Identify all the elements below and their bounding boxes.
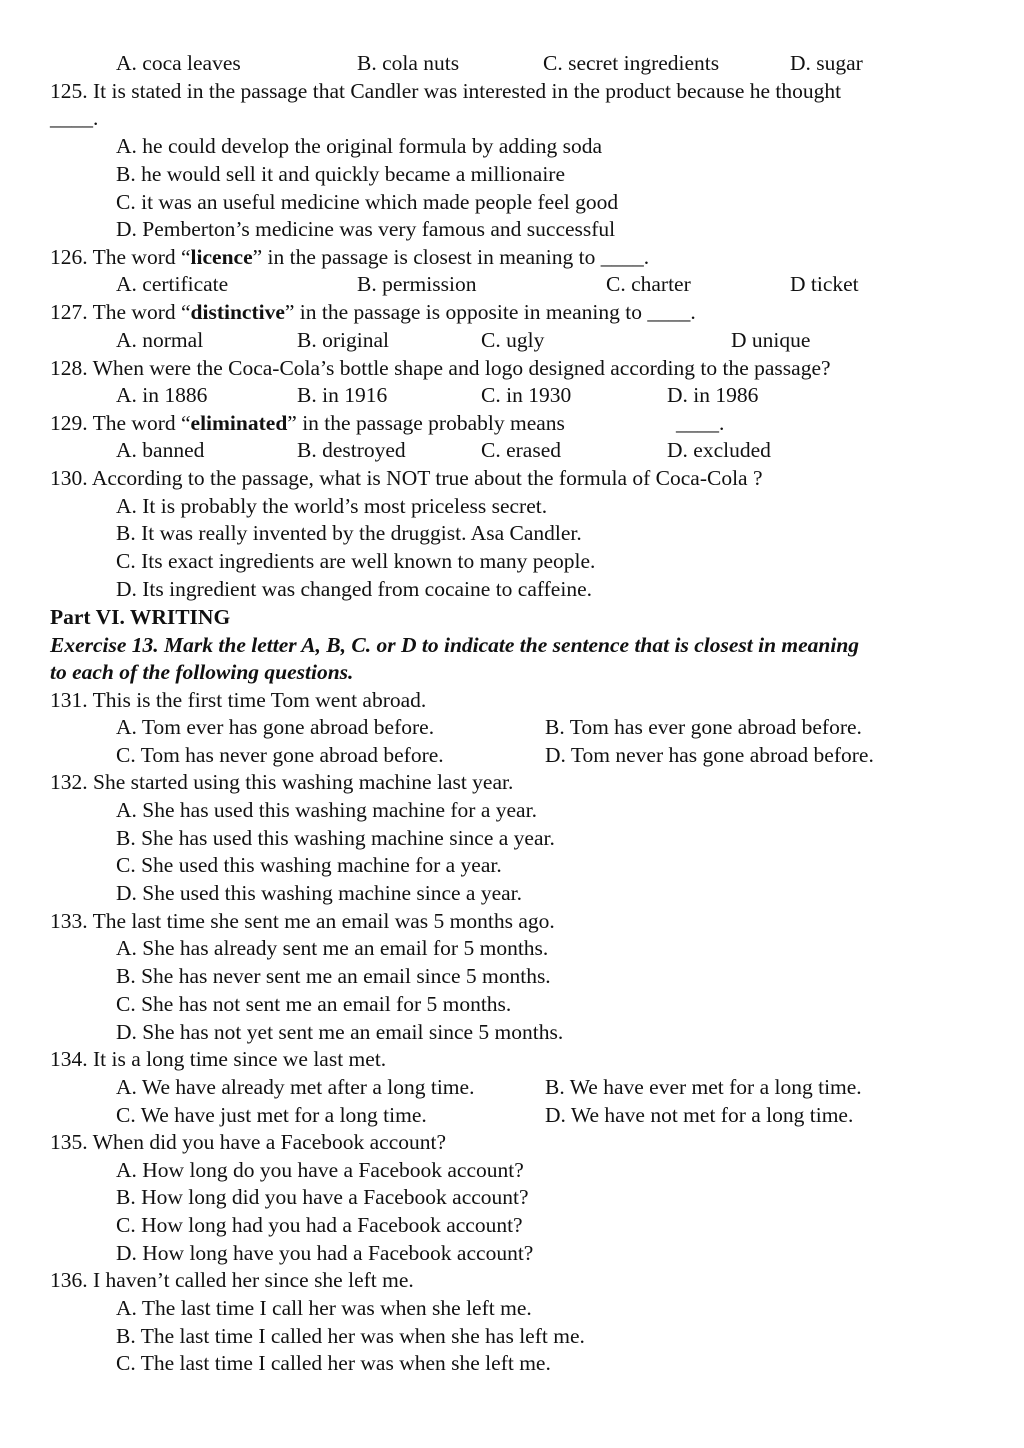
q136-option-c — [0, 1349, 1024, 1377]
q129-option-a: A. banned — [116, 438, 205, 462]
question-text: 134. It is a long time since we last met. — [50, 1047, 387, 1071]
option-text: B. She has used this washing machine since a year. — [116, 826, 555, 850]
stem-pre: 127. The word “ — [50, 300, 191, 324]
q133-option-a — [0, 934, 1024, 962]
q134-option-d: D. We have not met for a long time. — [545, 1103, 854, 1127]
option-text: A. She has already sent me an email for 5 months. — [116, 936, 549, 960]
q133-stem — [0, 907, 1024, 935]
q127-option-a: A. normal — [116, 328, 204, 352]
option-text: A. he could develop the original formula by adding soda — [116, 134, 603, 158]
q124-option-a: A. coca leaves — [116, 51, 241, 75]
q130-stem — [0, 464, 1024, 492]
q131-options-cd — [0, 741, 1024, 769]
answer-blank: ____. — [50, 106, 99, 130]
q127-option-c: C. ugly — [481, 328, 545, 352]
q126-option-a: A. certificate — [116, 272, 229, 296]
option-text: D. Pemberton’s medicine was very famous and successful — [116, 217, 616, 241]
option-text: B. It was really invented by the druggist. Asa Candler. — [116, 521, 582, 545]
q126-option-c: C. charter — [606, 272, 691, 296]
q134-options-cd — [0, 1101, 1024, 1129]
q125-option-a — [0, 132, 1024, 160]
q134-option-c: C. We have just met for a long time. — [116, 1103, 427, 1127]
key-word: licence — [190, 245, 253, 269]
exercise-instruction-2 — [0, 658, 1024, 686]
instruction-text: to each of the following questions. — [50, 660, 354, 684]
q127-option-b: B. original — [297, 328, 389, 352]
option-text: C. The last time I called her was when she left me. — [116, 1351, 551, 1375]
q129-option-b: B. destroyed — [297, 438, 406, 462]
option-text: B. The last time I called her was when she has left me. — [116, 1324, 585, 1348]
q125-blank-line — [0, 104, 1024, 132]
q133-option-b — [0, 962, 1024, 990]
q126-option-b: B. permission — [357, 272, 477, 296]
stem-post: ” in the passage is opposite in meaning to ____. — [284, 300, 696, 324]
q129-stem — [0, 409, 1024, 437]
q128-stem — [0, 354, 1024, 382]
q128-option-c: C. in 1930 — [481, 383, 572, 407]
stem-post: ” in the passage is closest in meaning to ____. — [252, 245, 650, 269]
q135-stem — [0, 1128, 1024, 1156]
option-text: A. The last time I call her was when she left me. — [116, 1296, 532, 1320]
q135-option-a — [0, 1156, 1024, 1184]
q127-stem — [0, 298, 1024, 326]
option-text: C. How long had you had a Facebook account? — [116, 1213, 523, 1237]
option-text: C. She has not sent me an email for 5 months. — [116, 992, 512, 1016]
q124-option-b: B. cola nuts — [357, 51, 460, 75]
q128-option-a: A. in 1886 — [116, 383, 208, 407]
stem-pre: 129. The word “ — [50, 411, 191, 435]
key-word: eliminated — [190, 411, 288, 435]
q136-stem — [0, 1266, 1024, 1294]
q128-options — [0, 381, 1024, 409]
question-text: 128. When were the Coca-Cola’s bottle shape and logo designed according to the passage? — [50, 356, 831, 380]
q125-option-c — [0, 188, 1024, 216]
question-text — [50, 409, 565, 437]
q135-option-c — [0, 1211, 1024, 1239]
option-text: C. She used this washing machine for a year. — [116, 853, 502, 877]
section-heading: Part VI. WRITING — [50, 605, 231, 629]
question-text: 125. It is stated in the passage that Candler was interested in the product because he thought — [50, 79, 842, 103]
q136-option-b — [0, 1322, 1024, 1350]
q131-option-c: C. Tom has never gone abroad before. — [116, 743, 444, 767]
answer-blank: ____. — [676, 411, 725, 435]
q127-options — [0, 326, 1024, 354]
question-text: 135. When did you have a Facebook account? — [50, 1130, 447, 1154]
option-text: A. How long do you have a Facebook account? — [116, 1158, 524, 1182]
option-text: D. Its ingredient was changed from cocaine to caffeine. — [116, 577, 592, 601]
q129-options — [0, 436, 1024, 464]
q134-options-ab — [0, 1073, 1024, 1101]
option-text: D. How long have you had a Facebook account? — [116, 1241, 534, 1265]
q132-option-d — [0, 879, 1024, 907]
question-text: 136. I haven’t called her since she left me. — [50, 1268, 414, 1292]
question-text — [50, 243, 649, 271]
option-text: A. It is probably the world’s most priceless secret. — [116, 494, 548, 518]
question-text — [50, 298, 696, 326]
option-text: B. How long did you have a Facebook account? — [116, 1185, 529, 1209]
q126-stem — [0, 243, 1024, 271]
option-text: D. She has not yet sent me an email since 5 months. — [116, 1020, 564, 1044]
q132-option-b — [0, 824, 1024, 852]
q132-stem — [0, 768, 1024, 796]
q125-option-d — [0, 215, 1024, 243]
q134-stem — [0, 1045, 1024, 1073]
q130-option-c — [0, 547, 1024, 575]
q129-option-c: C. erased — [481, 438, 561, 462]
q125-option-b — [0, 160, 1024, 188]
option-text: B. he would sell it and quickly became a millionaire — [116, 162, 565, 186]
q133-option-d — [0, 1018, 1024, 1046]
q129-option-d: D. excluded — [667, 438, 771, 462]
q125-stem — [0, 77, 1024, 105]
option-text: D. She used this washing machine since a year. — [116, 881, 523, 905]
q131-option-b: B. Tom has ever gone abroad before. — [545, 715, 862, 739]
option-text: A. She has used this washing machine for a year. — [116, 798, 537, 822]
q132-option-c — [0, 851, 1024, 879]
q131-option-d: D. Tom never has gone abroad before. — [545, 743, 874, 767]
q126-options — [0, 270, 1024, 298]
q136-option-a — [0, 1294, 1024, 1322]
q124-option-c: C. secret ingredients — [543, 51, 720, 75]
q128-option-d: D. in 1986 — [667, 383, 759, 407]
q130-option-a — [0, 492, 1024, 520]
exercise-instruction-1 — [0, 631, 1024, 659]
q135-option-b — [0, 1183, 1024, 1211]
q131-stem — [0, 686, 1024, 714]
question-text: 132. She started using this washing machine last year. — [50, 770, 514, 794]
stem-pre: 126. The word “ — [50, 245, 191, 269]
question-text: 130. According to the passage, what is NOT true about the formula of Coca-Cola ? — [50, 466, 763, 490]
q128-option-b: B. in 1916 — [297, 383, 388, 407]
option-text: B. She has never sent me an email since 5 months. — [116, 964, 551, 988]
question-text: 131. This is the first time Tom went abroad. — [50, 688, 427, 712]
q134-option-a: A. We have already met after a long time. — [116, 1075, 475, 1099]
q124-options — [0, 49, 1024, 77]
instruction-text: Exercise 13. Mark the letter A, B, C. or D to indicate the sentence that is closest in meaning — [50, 633, 860, 657]
q135-option-d — [0, 1239, 1024, 1267]
q126-option-d: D ticket — [790, 272, 859, 296]
q124-option-d: D. sugar — [790, 51, 863, 75]
question-text: 133. The last time she sent me an email was 5 months ago. — [50, 909, 555, 933]
q134-option-b: B. We have ever met for a long time. — [545, 1075, 862, 1099]
key-word: distinctive — [190, 300, 285, 324]
part-title — [0, 603, 1024, 631]
stem-post: ” in the passage probably means — [287, 411, 565, 435]
option-text: C. it was an useful medicine which made people feel good — [116, 190, 619, 214]
q130-option-d — [0, 575, 1024, 603]
q131-options-ab — [0, 713, 1024, 741]
q127-option-d: D unique — [731, 328, 811, 352]
q132-option-a — [0, 796, 1024, 824]
q130-option-b — [0, 519, 1024, 547]
q133-option-c — [0, 990, 1024, 1018]
option-text: C. Its exact ingredients are well known to many people. — [116, 549, 596, 573]
q131-option-a: A. Tom ever has gone abroad before. — [116, 715, 435, 739]
